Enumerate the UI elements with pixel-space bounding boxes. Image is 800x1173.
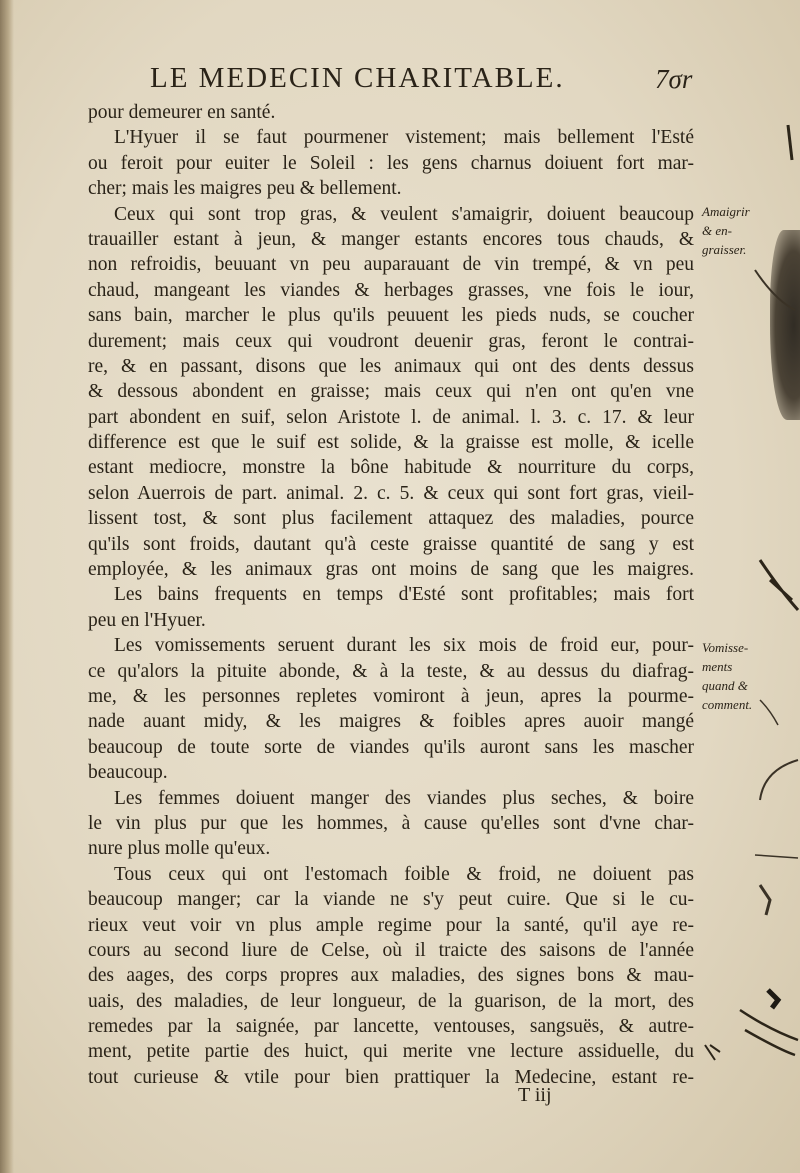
text-line: pour demeurer en santé.: [88, 102, 276, 123]
margin-note-vomissements: [702, 638, 794, 714]
page-header: [150, 62, 693, 102]
text-line: peu en l'Hyuer.: [88, 609, 206, 631]
text-line: lissent tost, & sont plus facilement attaquez des maladies, pource: [88, 508, 694, 530]
text-line: uais, des maladies, de leur longueur, de la guarison, de la mort, des: [88, 990, 694, 1012]
text-line: estant mediocre, monstre la bône habitude & nourriture du corps,: [88, 457, 694, 479]
margin-scribbles: [700, 0, 800, 1173]
text-line: beaucoup de toute sorte de viandes qu'ils auront sans les mascher: [88, 736, 694, 758]
text-line: sans bain, marcher le plus qu'ils peuuent les pieds nuds, se coucher: [88, 305, 694, 327]
text-line: des aages, des corps propres aux maladies, des signes bons & mau-: [88, 965, 694, 987]
text-line: qu'ils sont froids, dautant qu'à ceste graisse quantité de sang y est: [88, 533, 694, 555]
text-line: Tous ceux qui ont l'estomach foible & froid, ne doiuent pas: [114, 863, 694, 885]
text-line: tout curieuse & vtile pour bien prattiquer la Medecine, estant re-: [88, 1066, 694, 1088]
margin-note-line: ments: [702, 659, 733, 674]
text-line: Ceux qui sont trop gras, & veulent s'amaigrir, doiuent beaucoup: [114, 203, 694, 225]
text-line: difference est que le suif est solide, & la graisse est molle, & icelle: [88, 432, 694, 454]
text-line: cours au second liure de Celse, où il traicte des saisons de l'année: [88, 939, 694, 961]
text-line: Les femmes doiuent manger des viandes plus seches, & boire: [114, 787, 694, 809]
margin-note-line: comment.: [702, 697, 753, 712]
text-line: & dessous abondent en graisse; mais ceux qui n'en ont qu'en vne: [88, 381, 694, 403]
text-line: chaud, mangeant les viandes & herbages grasses, vne fois le iour,: [88, 279, 694, 301]
text-line: ment, petite partie des huict, qui merite vne lecture assiduelle, du: [88, 1041, 694, 1063]
page-gutter: [0, 0, 14, 1173]
text-line: Les bains frequents en temps d'Esté sont profitables; mais fort: [114, 584, 694, 606]
text-line: rieux veut voir vn plus ample regime pour la santé, qu'il aye re-: [88, 914, 694, 936]
text-line: selon Auerrois de part. animal. 2. c. 5. & ceux qui sont fort gras, vieil-: [88, 482, 694, 504]
margin-note-amaigrir: [702, 202, 794, 259]
margin-note-line: Vomisse-: [702, 640, 749, 655]
margin-note-line: & en-: [702, 223, 732, 238]
text-line: ou feroit pour euiter le Soleil : les gens charnus doiuent fort mar-: [88, 152, 694, 174]
text-line: non refroidis, beuuant vn peu auparauant de vin trempé, & vn peu: [88, 254, 694, 276]
text-line: L'Hyuer il se faut pourmener vistement; mais bellement l'Esté: [114, 127, 694, 149]
text-line: remedes par la saignée, par lancette, ventouses, sangsuës, & autre-: [88, 1016, 694, 1038]
text-line: le vin plus pur que les hommes, à cause qu'elles sont d'vne char-: [88, 812, 694, 834]
text-line: employée, & les animaux gras ont moins de sang que les maigres.: [88, 559, 694, 581]
margin-note-line: quand &: [702, 678, 748, 693]
page-number: 7σr: [655, 64, 693, 94]
text-line: durement; mais ceux qui voudront deuenir gras, feront le contrai-: [88, 330, 694, 352]
text-line: part abondent en suif, selon Aristote l. de animal. l. 3. c. 17. & leur: [88, 406, 694, 428]
text-line: nade auant midy, & les maigres & foibles apres auoir mangé: [88, 711, 694, 733]
text-line: cher; mais les maigres peu & bellement.: [88, 178, 402, 200]
running-head: LE MEDECIN CHARITABLE.: [150, 62, 565, 94]
text-line: trauailler estant à jeun, & manger estants encores tous chauds, &: [88, 228, 694, 250]
text-line: beaucoup.: [88, 762, 168, 784]
margin-note-line: graisser.: [702, 242, 747, 257]
margin-note-line: Amaigrir: [702, 204, 750, 219]
text-line: ce qu'alors la pituite abonde, & à la teste, & au dessus du diafrag-: [88, 660, 694, 682]
catchword: T iij: [518, 1084, 552, 1106]
text-line: beaucoup manger; car la viande ne s'y peut cuire. Que si le cu-: [88, 889, 694, 911]
text-line: nure plus molle qu'eux.: [88, 838, 271, 860]
body-text: [88, 100, 694, 1090]
text-line: me, & les personnes repletes vomiront à jeun, apres la pourme-: [88, 685, 694, 707]
text-line: Les vomissements seruent durant les six mois de froid eur, pour-: [114, 635, 694, 657]
text-line: re, & en passant, disons que les animaux qui ont des dents dessus: [88, 355, 694, 377]
